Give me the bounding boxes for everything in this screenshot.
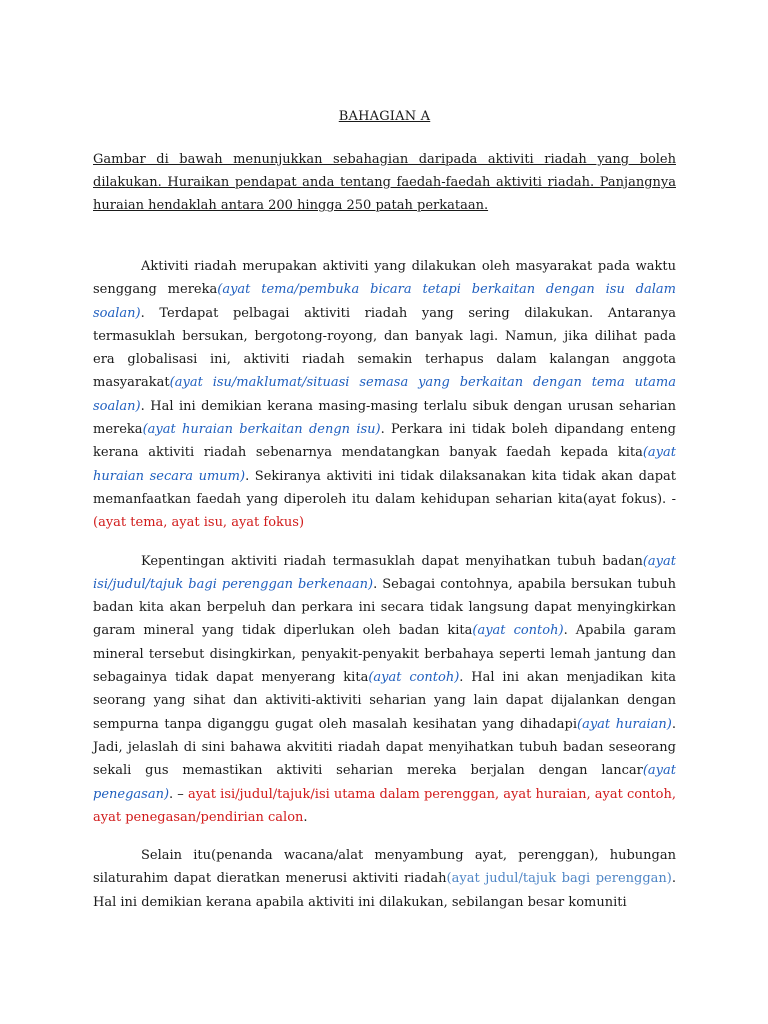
annotation-ayat-penegasan: (ayat penegasan) (93, 763, 676, 802)
text-segment: . – (169, 786, 188, 802)
annotation-ayat-tema: (ayat tema/pembuka bicara tetapi berkaitan dengan isu dalam soalan) (93, 282, 676, 321)
question-text: Gambar di bawah menunjukkan sebahagian daripada aktiviti riadah yang boleh dilakukan. Huraikan pendapat anda tentang faedah-faedah aktiviti riadah. Panjangnya huraian hendaklah antara 200 hingga 250 patah perkataan. (93, 152, 676, 213)
text-segment: . Sekiranya aktiviti ini tidak dilaksanakan kita tidak akan dapat memanfaatkan faedah yang diperoleh itu dalam kehidupan seharian kita(ayat fokus). - (93, 468, 676, 507)
paragraph-introduction (93, 255, 676, 535)
text-segment: . Apabila garam mineral tersebut disingkirkan, penyakit-penyakit berbahaya seperti lemah jantung dan sebagainya tidak dapat menyerang kita (93, 623, 677, 686)
annotation-ayat-huraian: (ayat huraian) (577, 716, 672, 732)
text-segment: . Jadi, jelaslah di sini bahawa akvititi riadah dapat menyihatkan tubuh badan seseorang sekali gus memastikan aktiviti seharian mereka berjalan dengan lancar (93, 716, 677, 779)
text-segment: . Hal ini demikian kerana masing-masing terlalu sibuk dengan urusan seharian mereka (93, 398, 676, 438)
summary-note-red: (ayat tema, ayat isu, ayat fokus) (93, 515, 305, 531)
annotation-ayat-huraian-umum: (ayat huraian secara umum) (93, 445, 676, 484)
text-segment: Kepentingan aktiviti riadah termasuklah dapat menyihatkan tubuh badan (141, 553, 643, 569)
annotation-ayat-isu: (ayat isu/maklumat/situasi semasa yang berkaitan dengan tema utama soalan) (93, 375, 676, 414)
annotation-ayat-judul: (ayat judul/tajuk bagi perenggan) (446, 871, 672, 887)
section-heading: BAHAGIAN A (338, 109, 431, 124)
text-segment: . Perkara ini tidak boleh dipandang enteng kerana aktiviti riadah sebenarnya mendatangkan banyak faedah kepada kita (93, 422, 676, 461)
annotation-ayat-contoh: (ayat contoh) (368, 670, 460, 686)
text-segment: Aktiviti riadah merupakan aktiviti yang dilakukan oleh masyarakat pada waktu senggang mereka (93, 259, 676, 298)
paragraph-body-2 (93, 844, 676, 914)
annotation-ayat-contoh: (ayat contoh) (472, 623, 564, 639)
paragraph-body-1 (93, 550, 676, 830)
text-segment: Selain itu(penanda wacana/alat menyambung ayat, perenggan), hubungan silaturahim dapat dieratkan menerusi aktiviti riadah (93, 848, 676, 887)
text-segment: . Terdapat pelbagai aktiviti riadah yang sering dilakukan. Antaranya termasuklah bersukan, bergotong-royong, dan banyak lagi. Namun, jika dilihat pada era globalisasi ini, aktiviti riadah semakin terhapus dalam kalangan anggota masyarakat (93, 305, 676, 391)
annotation-ayat-isi: (ayat isi/judul/tajuk bagi perenggan berkenaan) (93, 553, 676, 592)
text-segment: . Hal ini demikian kerana apabila aktiviti ini dilakukan, sebilangan besar komuniti (93, 871, 676, 910)
annotation-ayat-huraian-isu: (ayat huraian berkaitan dengn isu) (142, 422, 381, 438)
text-segment: . Sebagai contohnya, apabila bersukan tubuh badan kita akan berpeluh dan perkara ini secara tidak langsung dapat menyingkirkan garam mineral yang tidak diperlukan oleh badan kita (93, 576, 676, 639)
text-segment: . Hal ini akan menjadikan kita seorang yang sihat dan aktiviti-aktiviti seharian yang lain dapat dijalankan dengan sempurna tanpa diganggu gugat oleh masalah kesihatan yang dihadapi (93, 670, 677, 732)
summary-note-red: ayat isi/judul/tajuk/isi utama dalam perenggan, ayat huraian, ayat contoh, ayat penegasan/pendirian calon (93, 786, 676, 825)
text-segment: . (303, 809, 308, 825)
